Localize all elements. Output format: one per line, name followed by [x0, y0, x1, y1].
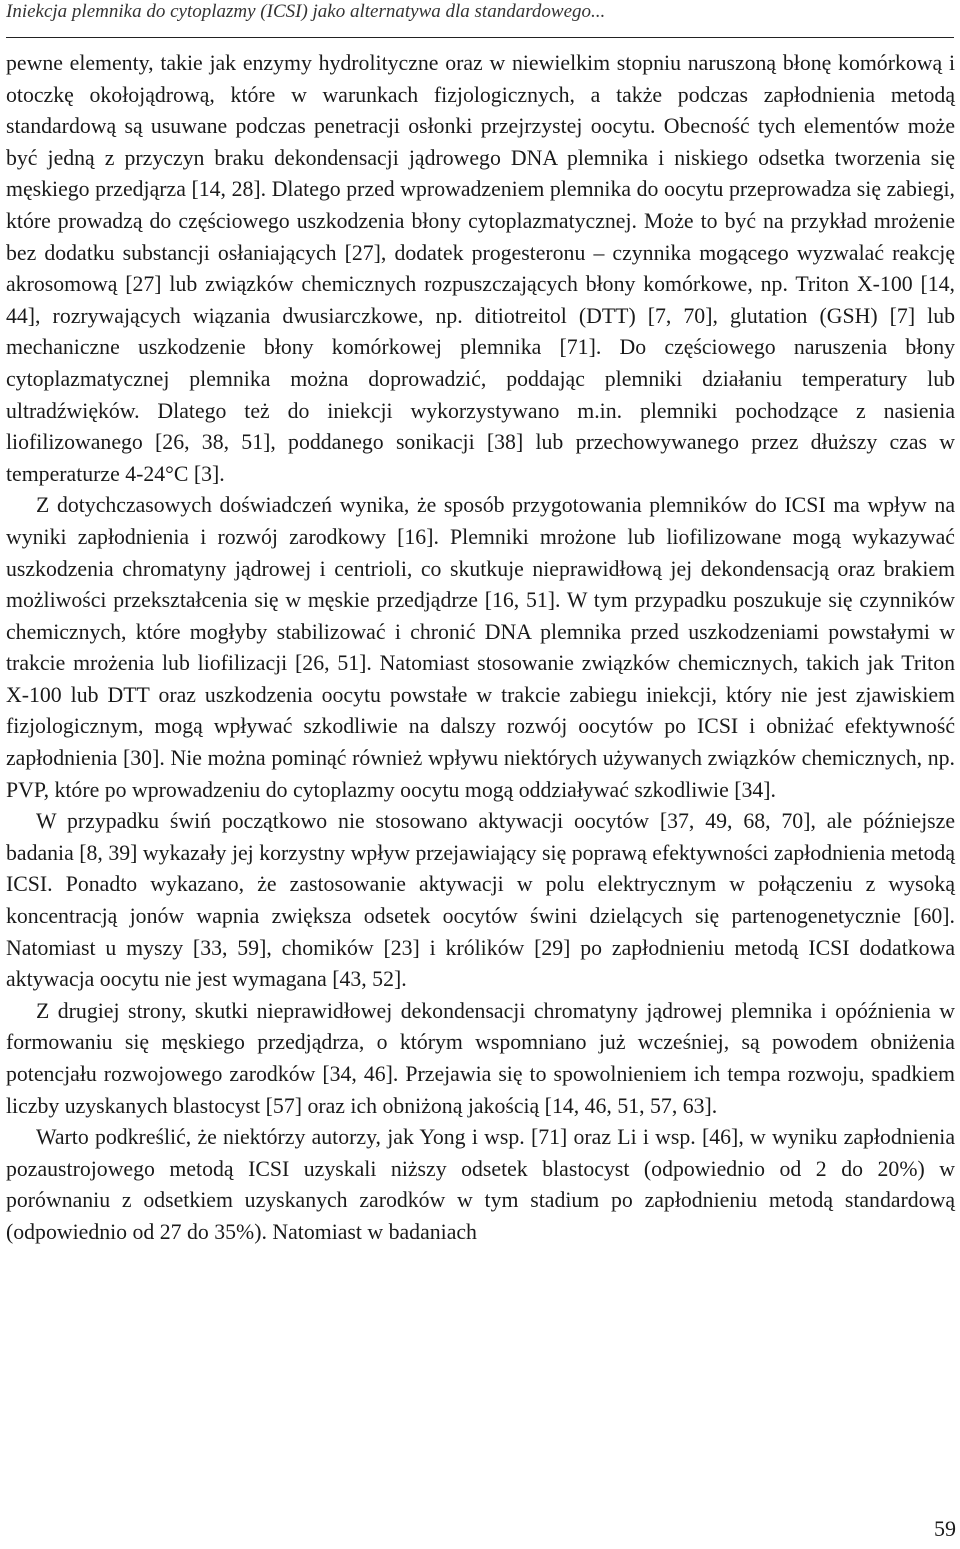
- paragraph-2: Z dotychczasowych doświadczeń wynika, że sposób przygotowania plemników do ICSI ma wpływ na wyniki zapłodnienia i rozwój zarodkowy [16]. Plemniki mrożone lub liofilizowane mogą wykazywać uszkodzenia chromatyny jądrowej i centrioli, co skutkuje nieprawidłową jej dekondensacją oraz brakiem możliwości przekształcenia się w męskie przedjądrze [16, 51]. W tym przypadku poszukuje się czynników chemicznych, które mogłyby stabilizować i chronić DNA plemnika przed uszkodzeniami powstałymi w trakcie mrożenia lub liofilizacji [26, 51]. Natomiast stosowanie związków chemicznych, takich jak Triton X-100 lub DTT oraz uszkodzenia oocytu powstałe w trakcie zabiegu iniekcji, który nie jest zjawiskiem fizjologicznym, mogą wpływać szkodliwie na dalszy rozwój oocytów po ICSI i obniżać efektywność zapłodnienia [30]. Nie można pominąć również wpływu niektórych używanych związków chemicznych, np. PVP, które po wprowadzeniu do cytoplazmy oocytu mogą oddziaływać szkodliwie [34].: [6, 493, 955, 802]
- header-rule: [6, 37, 954, 38]
- paragraph-5: Warto podkreślić, że niektórzy autorzy, jak Yong i wsp. [71] oraz Li i wsp. [46], w wyniku zapłodnienia pozaustrojowego metodą ICSI uzyskali niższy odsetek blastocyst (odpowiednio od 2 do 20%) w porównaniu z odsetkiem uzyskanych zarodków w tym stadium po zapłodnieniu metodą standardową (odpowiednio od 27 do 35%). Natomiast w badaniach: [6, 1125, 955, 1244]
- body-text: [6, 48, 955, 1249]
- paragraph-4: Z drugiej strony, skutki nieprawidłowej dekondensacji chromatyny jądrowej plemnika i opóźnienia w formowaniu się męskiego przedjądrza, o którym wspomniano już wcześniej, są powodem obniżenia potencjału rozwojowego zarodków [34, 46]. Przejawia się to spowolnieniem ich tempa rozwoju, spadkiem liczby uzyskanych blastocyst [57] oraz ich obniżoną jakością [14, 46, 51, 57, 63].: [6, 998, 955, 1118]
- page-number: 59: [934, 1516, 956, 1541]
- paragraph-3: W przypadku świń początkowo nie stosowano aktywacji oocytów [37, 49, 68, 70], ale późniejsze badania [8, 39] wykazały jej korzystny wpływ przejawiający się poprawą efektywności zapłodnienia metodą ICSI. Ponadto wykazano, że zastosowanie aktywacji w polu elektrycznym w połączeniu z wysoką koncentracją jonów wapnia zwiększa odsetek oocytów świni dzielących się partenogenetycznie [60]. Natomiast u myszy [33, 59], chomików [23] i królików [29] po zapłodnieniu metodą ICSI dodatkowa aktywacja oocytu nie jest wymagana [43, 52].: [6, 809, 955, 992]
- running-header: Iniekcja plemnika do cytoplazmy (ICSI) jako alternatywa dla standardowego...: [6, 1, 606, 22]
- paragraph-1: pewne elementy, takie jak enzymy hydrolityczne oraz w niewielkim stopniu naruszoną błonę komórkową i otoczkę okołojądrową, które w warunkach fizjologicznych, a także podczas zapłodnienia metodą standardową są usuwane podczas penetracji osłonki przejrzystej oocytu. Obecność tych elementów może być jedną z przyczyn braku dekondensacji jądrowego DNA plemnika i niskiego odsetka tworzenia się męskiego przedjąrza [14, 28]. Dlatego przed wprowadzeniem plemnika do oocytu przeprowadza się zabiegi, które prowadzą do częściowego uszkodzenia błony cytoplazmatycznej. Może to być na przykład mrożenie bez dodatku substancji osłaniających [27], dodatek progesteronu – czynnika mogącego wyzwalać reakcję akrosomową [27] lub związków chemicznych rozpuszczających błony komórkowe, np. Triton X-100 [14, 44], rozrywających wiązania dwusiarczkowe, np. ditiotreitol (DTT) [7, 70], glutation (GSH) [7] lub mechaniczne uszkodzenie błony komórkowej plemnika [71]. Do częściowego naruszenia błony cytoplazmatycznej plemnika można doprowadzić, poddając plemniki działaniu temperatury lub ultradźwięków. Dlatego też do iniekcji wykorzystywano m.in. plemniki pochodzące z nasienia liofilizowanego [26, 38, 51], poddanego sonikacji [38] lub przechowywanego przez dłuższy czas w temperaturze 4-24°C [3].: [6, 51, 955, 486]
